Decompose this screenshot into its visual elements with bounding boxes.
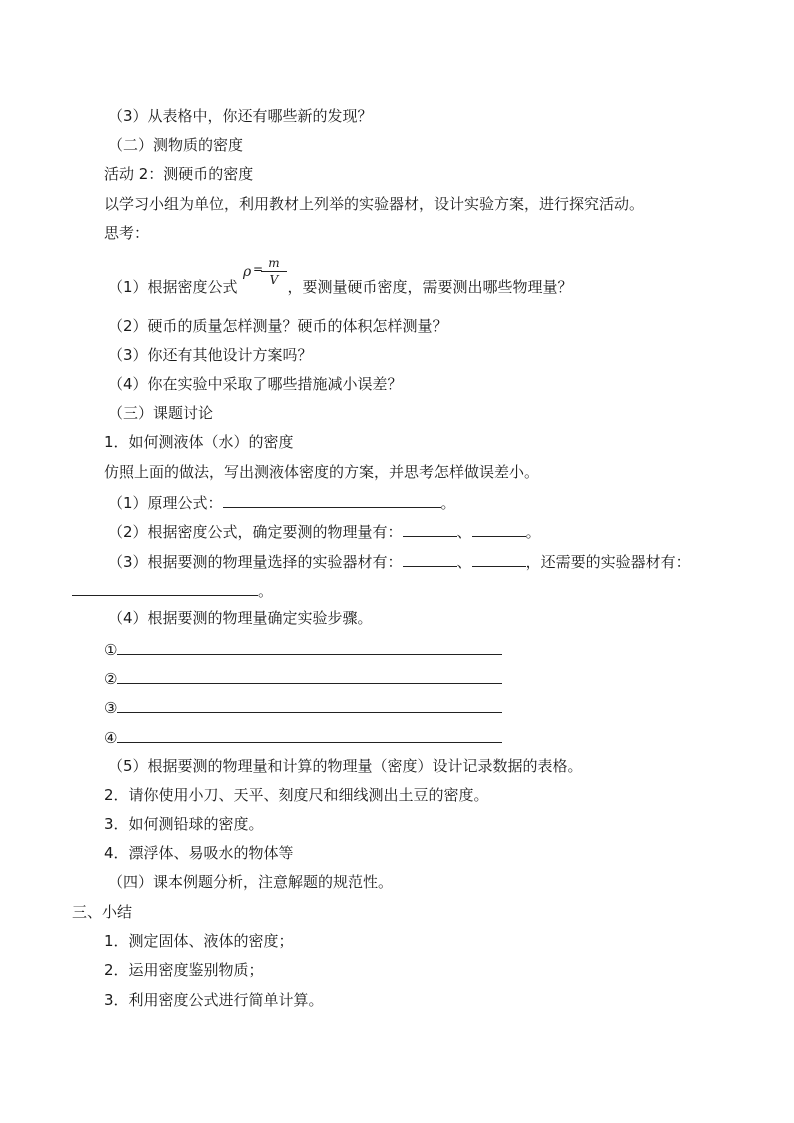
section-heading-summary: 三、小结 <box>72 903 133 921</box>
quantities-line <box>108 520 541 542</box>
step-2-marker: ② <box>104 670 118 688</box>
step-4-line <box>104 726 502 748</box>
formula-rho: ρ <box>243 264 252 280</box>
steps-heading: （4）根据要测的物理量确定实验步骤。 <box>108 609 373 627</box>
equipment-end: 。 <box>258 582 274 600</box>
principle-blank <box>223 491 441 508</box>
summary-item-2: 2．运用密度鉴别物质； <box>104 961 264 979</box>
quantities-label: （2）根据密度公式，确定要测的物理量有： <box>108 523 403 541</box>
step-4-marker: ④ <box>104 729 118 747</box>
question-1-text-a: （1）根据密度公式 <box>108 278 238 296</box>
section-heading-discussion: （三）课题讨论 <box>108 404 214 422</box>
equipment-label: （3）根据要测的物理量选择的实验器材有： <box>108 553 403 571</box>
question-3-other-plans: （3）你还有其他设计方案吗？ <box>108 346 313 364</box>
step-3-line <box>104 696 502 718</box>
equipment-sep: 、 <box>456 553 472 571</box>
item-1-liquid-density: 1．如何测液体（水）的密度 <box>104 433 294 451</box>
activity-instructions: 以学习小组为单位，利用教材上列举的实验器材，设计实验方案，进行探究活动。 <box>104 195 645 213</box>
question-2-mass-volume: （2）硬币的质量怎样测量？硬币的体积怎样测量？ <box>108 317 448 335</box>
equipment-blank-1 <box>403 550 457 567</box>
summary-item-1: 1．测定固体、液体的密度； <box>104 932 294 950</box>
formula-equals: = <box>253 262 264 276</box>
section-heading-examples: （四）课本例题分析，注意解题的规范性。 <box>108 873 394 891</box>
step-2-line <box>104 667 502 689</box>
principle-formula-line <box>108 491 456 513</box>
item-2-potato: 2．请你使用小刀、天平、刻度尺和细线测出土豆的密度。 <box>104 786 489 804</box>
formula-denominator: V <box>269 273 279 287</box>
question-1-text-b: ，要测量硬币密度，需要测出哪些物理量？ <box>287 278 573 296</box>
step-1-line <box>104 638 502 660</box>
equipment-more-label: ，还需要的实验器材有： <box>525 553 691 571</box>
density-formula <box>243 256 289 290</box>
equipment-continuation <box>72 579 273 601</box>
item-4-floating-objects: 4．漂浮体、易吸水的物体等 <box>104 844 294 862</box>
step-1-marker: ① <box>104 641 118 659</box>
question-3-discovery: （3）从表格中，你还有哪些新的发现？ <box>108 107 373 125</box>
equipment-blank-2 <box>472 550 526 567</box>
quantities-sep: 、 <box>456 523 472 541</box>
step-3-blank <box>117 696 502 713</box>
fraction-bar <box>261 271 287 272</box>
formula-numerator: m <box>268 256 280 270</box>
principle-label: （1）原理公式： <box>108 494 223 512</box>
quantity-blank-1 <box>403 520 457 537</box>
think-label: 思考： <box>104 224 150 242</box>
activity-2-heading: 活动 2：测硬币的密度 <box>104 165 254 183</box>
quantity-blank-2 <box>472 520 526 537</box>
question-4-reduce-error: （4）你在实验中采取了哪些措施减小误差？ <box>108 375 403 393</box>
equipment-blank-3 <box>72 579 258 596</box>
quantities-end: 。 <box>525 523 541 541</box>
step-2-blank <box>117 667 502 684</box>
question-1-formula <box>108 277 573 297</box>
step-3-marker: ③ <box>104 699 118 717</box>
formula-fraction <box>261 256 287 287</box>
equipment-line <box>108 550 691 572</box>
liquid-plan-instructions: 仿照上面的做法，写出测液体密度的方案，并思考怎样做误差小。 <box>104 463 540 481</box>
question-5-table: （5）根据要测的物理量和计算的物理量（密度）设计记录数据的表格。 <box>108 757 583 775</box>
item-3-shot-put: 3．如何测铅球的密度。 <box>104 815 264 833</box>
summary-item-3: 3．利用密度公式进行简单计算。 <box>104 991 324 1009</box>
principle-end: 。 <box>440 494 456 512</box>
step-1-blank <box>117 638 502 655</box>
step-4-blank <box>117 726 502 743</box>
section-heading-measure-density: （二）测物质的密度 <box>108 136 244 154</box>
